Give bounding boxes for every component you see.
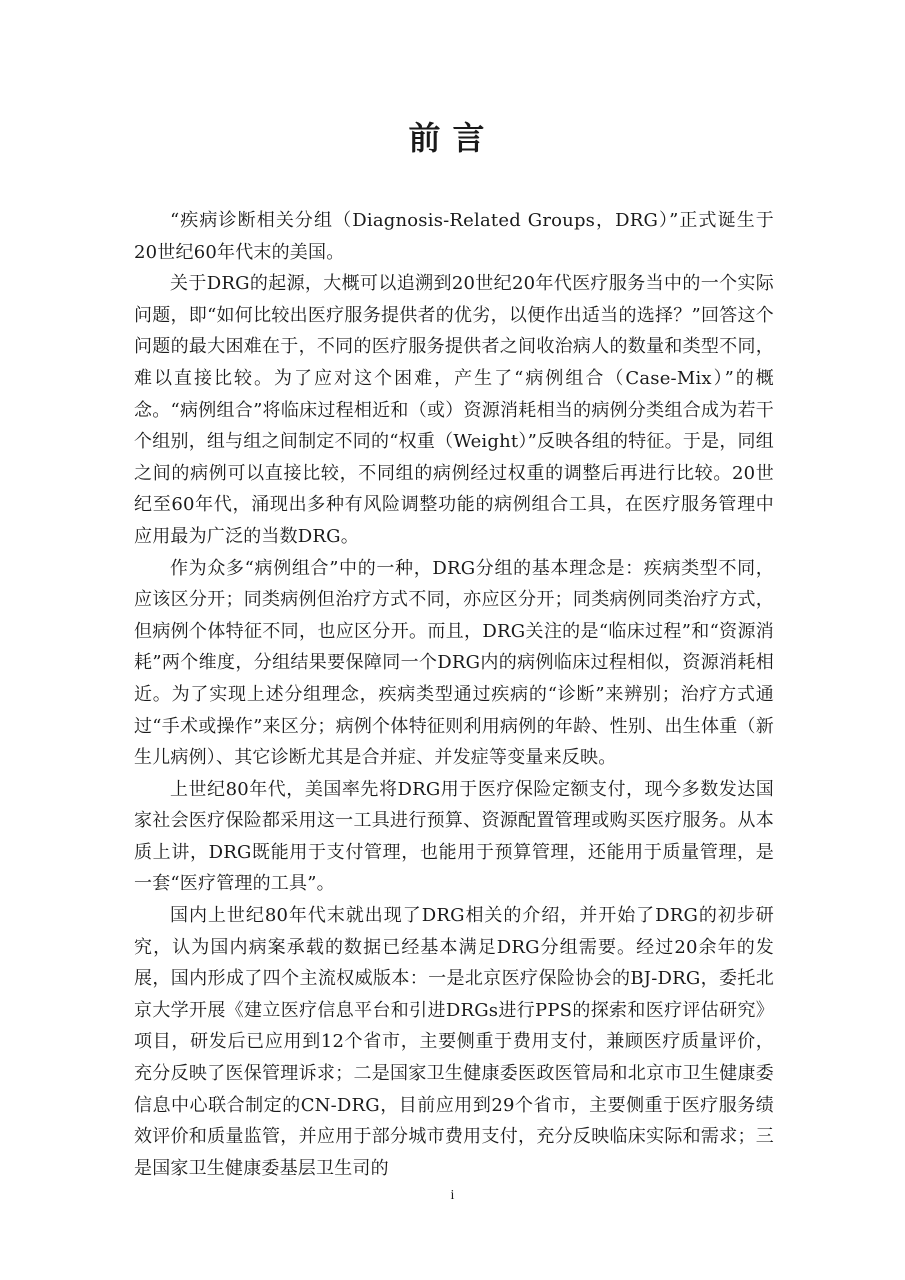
page-title: 前言 [408, 119, 497, 157]
paragraph: 上世纪80年代，美国率先将DRG用于医疗保险定额支付，现今多数发达国家社会医疗保险都采用这一工具进行预算、资源配置管理或购买医疗服务。从本质上讲，DRG既能用于支付管理，也能用于预算管理，还能用于质量管理，是一套“医疗管理的工具”。 [134, 778, 774, 895]
paragraph: “疾病诊断相关分组（Diagnosis-Related Groups，DRG）”正式诞生于20世纪60年代末的美国。 [134, 210, 774, 263]
body-text [134, 205, 774, 1184]
page-number: i [450, 1188, 455, 1203]
paragraph: 关于DRG的起源，大概可以追溯到20世纪20年代医疗服务当中的一个实际问题，即“如何比较出医疗服务提供者的优劣，以便作出适当的选择？”回答这个问题的最大困难在于，不同的医疗服务提供者之间收治病人的数量和类型不同，难以直接比较。为了应对这个困难，产生了“病例组合（Case-Mix）”的概念。“病例组合”将临床过程相近和（或）资源消耗相当的病例分类组合成为若干个组别，组与组之间制定不同的“权重（Weight）”反映各组的特征。于是，同组之间的病例可以直接比较，不同组的病例经过权重的调整后再进行比较。20世纪至60年代，涌现出多种有风险调整功能的病例组合工具，在医疗服务管理中应用最为广泛的当数DRG。 [134, 273, 774, 547]
paragraph: 作为众多“病例组合”中的一种，DRG分组的基本理念是：疾病类型不同，应该区分开；同类病例但治疗方式不同，亦应区分开；同类病例同类治疗方式，但病例个体特征不同，也应区分开。而且，DRG关注的是“临床过程”和“资源消耗”两个维度，分组结果要保障同一个DRG内的病例临床过程相似，资源消耗相近。为了实现上述分组理念，疾病类型通过疾病的“诊断”来辨别；治疗方式通过“手术或操作”来区分；病例个体特征则利用病例的年龄、性别、出生体重（新生儿病例）、其它诊断尤其是合并症、并发症等变量来反映。 [134, 557, 774, 769]
paragraph: 国内上世纪80年代末就出现了DRG相关的介绍，并开始了DRG的初步研究，认为国内病案承载的数据已经基本满足DRG分组需要。经过20余年的发展，国内形成了四个主流权威版本：一是北京医疗保险协会的BJ-DRG，委托北京大学开展《建立医疗信息平台和引进DRGs进行PPS的探索和医疗评估研究》项目，研发后已应用到12个省市，主要侧重于费用支付，兼顾医疗质量评价，充分反映了医保管理诉求；二是国家卫生健康委医政医管局和北京市卫生健康委信息中心联合制定的CN-DRG，目前应用到29个省市，主要侧重于医疗服务绩效评价和质量监管，并应用于部分城市费用支付，充分反映临床实际和需求；三是国家卫生健康委基层卫生司的 [134, 905, 774, 1179]
